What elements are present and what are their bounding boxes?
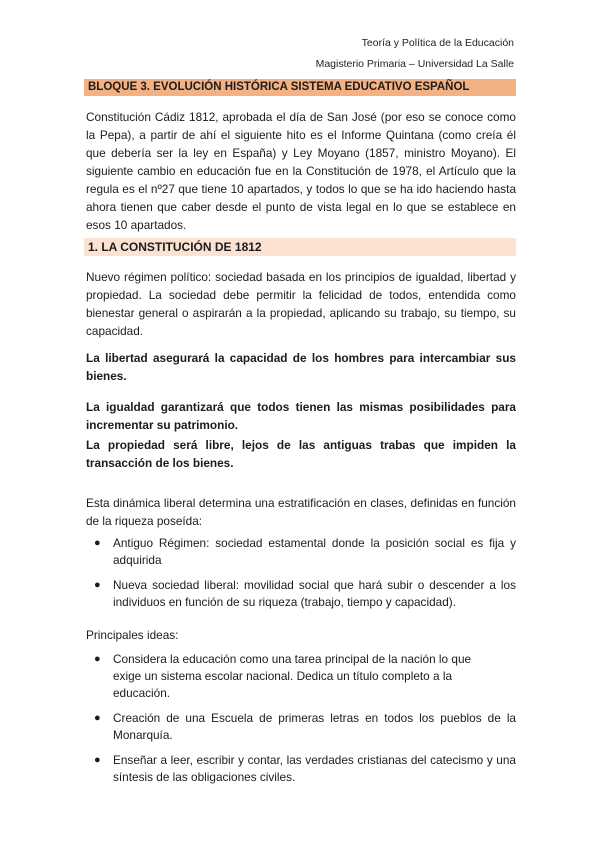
header-course-title: Teoría y Política de la Educación	[361, 37, 514, 49]
list-item	[86, 577, 516, 611]
property-statement: La propiedad será libre, lejos de las antiguas trabas que impiden la transacción de los bienes.	[86, 438, 516, 470]
header-program: Magisterio Primaria – Universidad La Salle	[315, 58, 514, 70]
liberty-statement: La libertad asegurará la capacidad de los hombres para intercambiar sus bienes.	[86, 351, 516, 383]
list-item	[86, 752, 516, 786]
list-item-text: Enseñar a leer, escribir y contar, las verdades cristianas del catecismo y una síntesis de las obligaciones civiles.	[113, 753, 516, 784]
list-item-text: Considera la educación como una tarea principal de la nación lo que exige un sistema escolar nacional. Dedica un título completo a la educación.	[113, 652, 472, 700]
bullet-icon: ●	[94, 712, 101, 724]
bullet-icon: ●	[94, 653, 101, 665]
list-item	[86, 651, 516, 702]
list-item-text: Nueva sociedad liberal: movilidad social que hará subir o descender a los individuos en función de su riqueza (trabajo, tiempo y capacidad).	[113, 578, 516, 609]
list-item-text: Creación de una Escuela de primeras letras en todos los pueblos de la Monarquía.	[113, 711, 516, 742]
equality-statement: La igualdad garantizará que todos tienen las mismas posibilidades para incrementar su patrimonio.	[86, 400, 516, 432]
list-item	[86, 535, 516, 569]
bullet-icon: ●	[94, 754, 101, 766]
regime-paragraph: Nuevo régimen político: sociedad basada en los principios de igualdad, libertad y propiedad. La sociedad debe permitir la felicidad de todos, entendida como bienestar general o aspirarán a la propiedad, aplicando su trabajo, su tiempo, su capacidad.	[86, 270, 516, 338]
bullet-icon: ●	[94, 579, 101, 591]
bullet-icon: ●	[94, 537, 101, 549]
ideas-list	[86, 651, 516, 794]
list-item-text: Antiguo Régimen: sociedad estamental donde la posición social es fija y adquirida	[113, 536, 516, 567]
stratification-paragraph: Esta dinámica liberal determina una estratificación en clases, definidas en función de la riqueza poseída:	[86, 496, 516, 528]
ideas-label: Principales ideas:	[86, 628, 179, 642]
list-item	[86, 710, 516, 744]
section-title: 1. LA CONSTITUCIÓN DE 1812	[84, 238, 516, 256]
intro-paragraph: Constitución Cádiz 1812, aprobada el día de San José (por eso se conoce como la Pepa), a partir de ahí el siguiente hito es el Informe Quintana (como creía él que debería ser la ley en España) y Ley Moyano (1857, ministro Moyano). El siguiente cambio en educación fue en la Constitución de 1978, el Artículo que la regula es el nº27 que tiene 10 apartados, y todos lo que se ha ido haciendo hasta ahora tienen que caber desde el punto de vista legal en lo que se establece en esos 10 apartados.	[86, 110, 516, 232]
block-title: BLOQUE 3. EVOLUCIÓN HISTÓRICA SISTEMA EDUCATIVO ESPAÑOL	[84, 79, 516, 96]
class-list	[86, 535, 516, 619]
